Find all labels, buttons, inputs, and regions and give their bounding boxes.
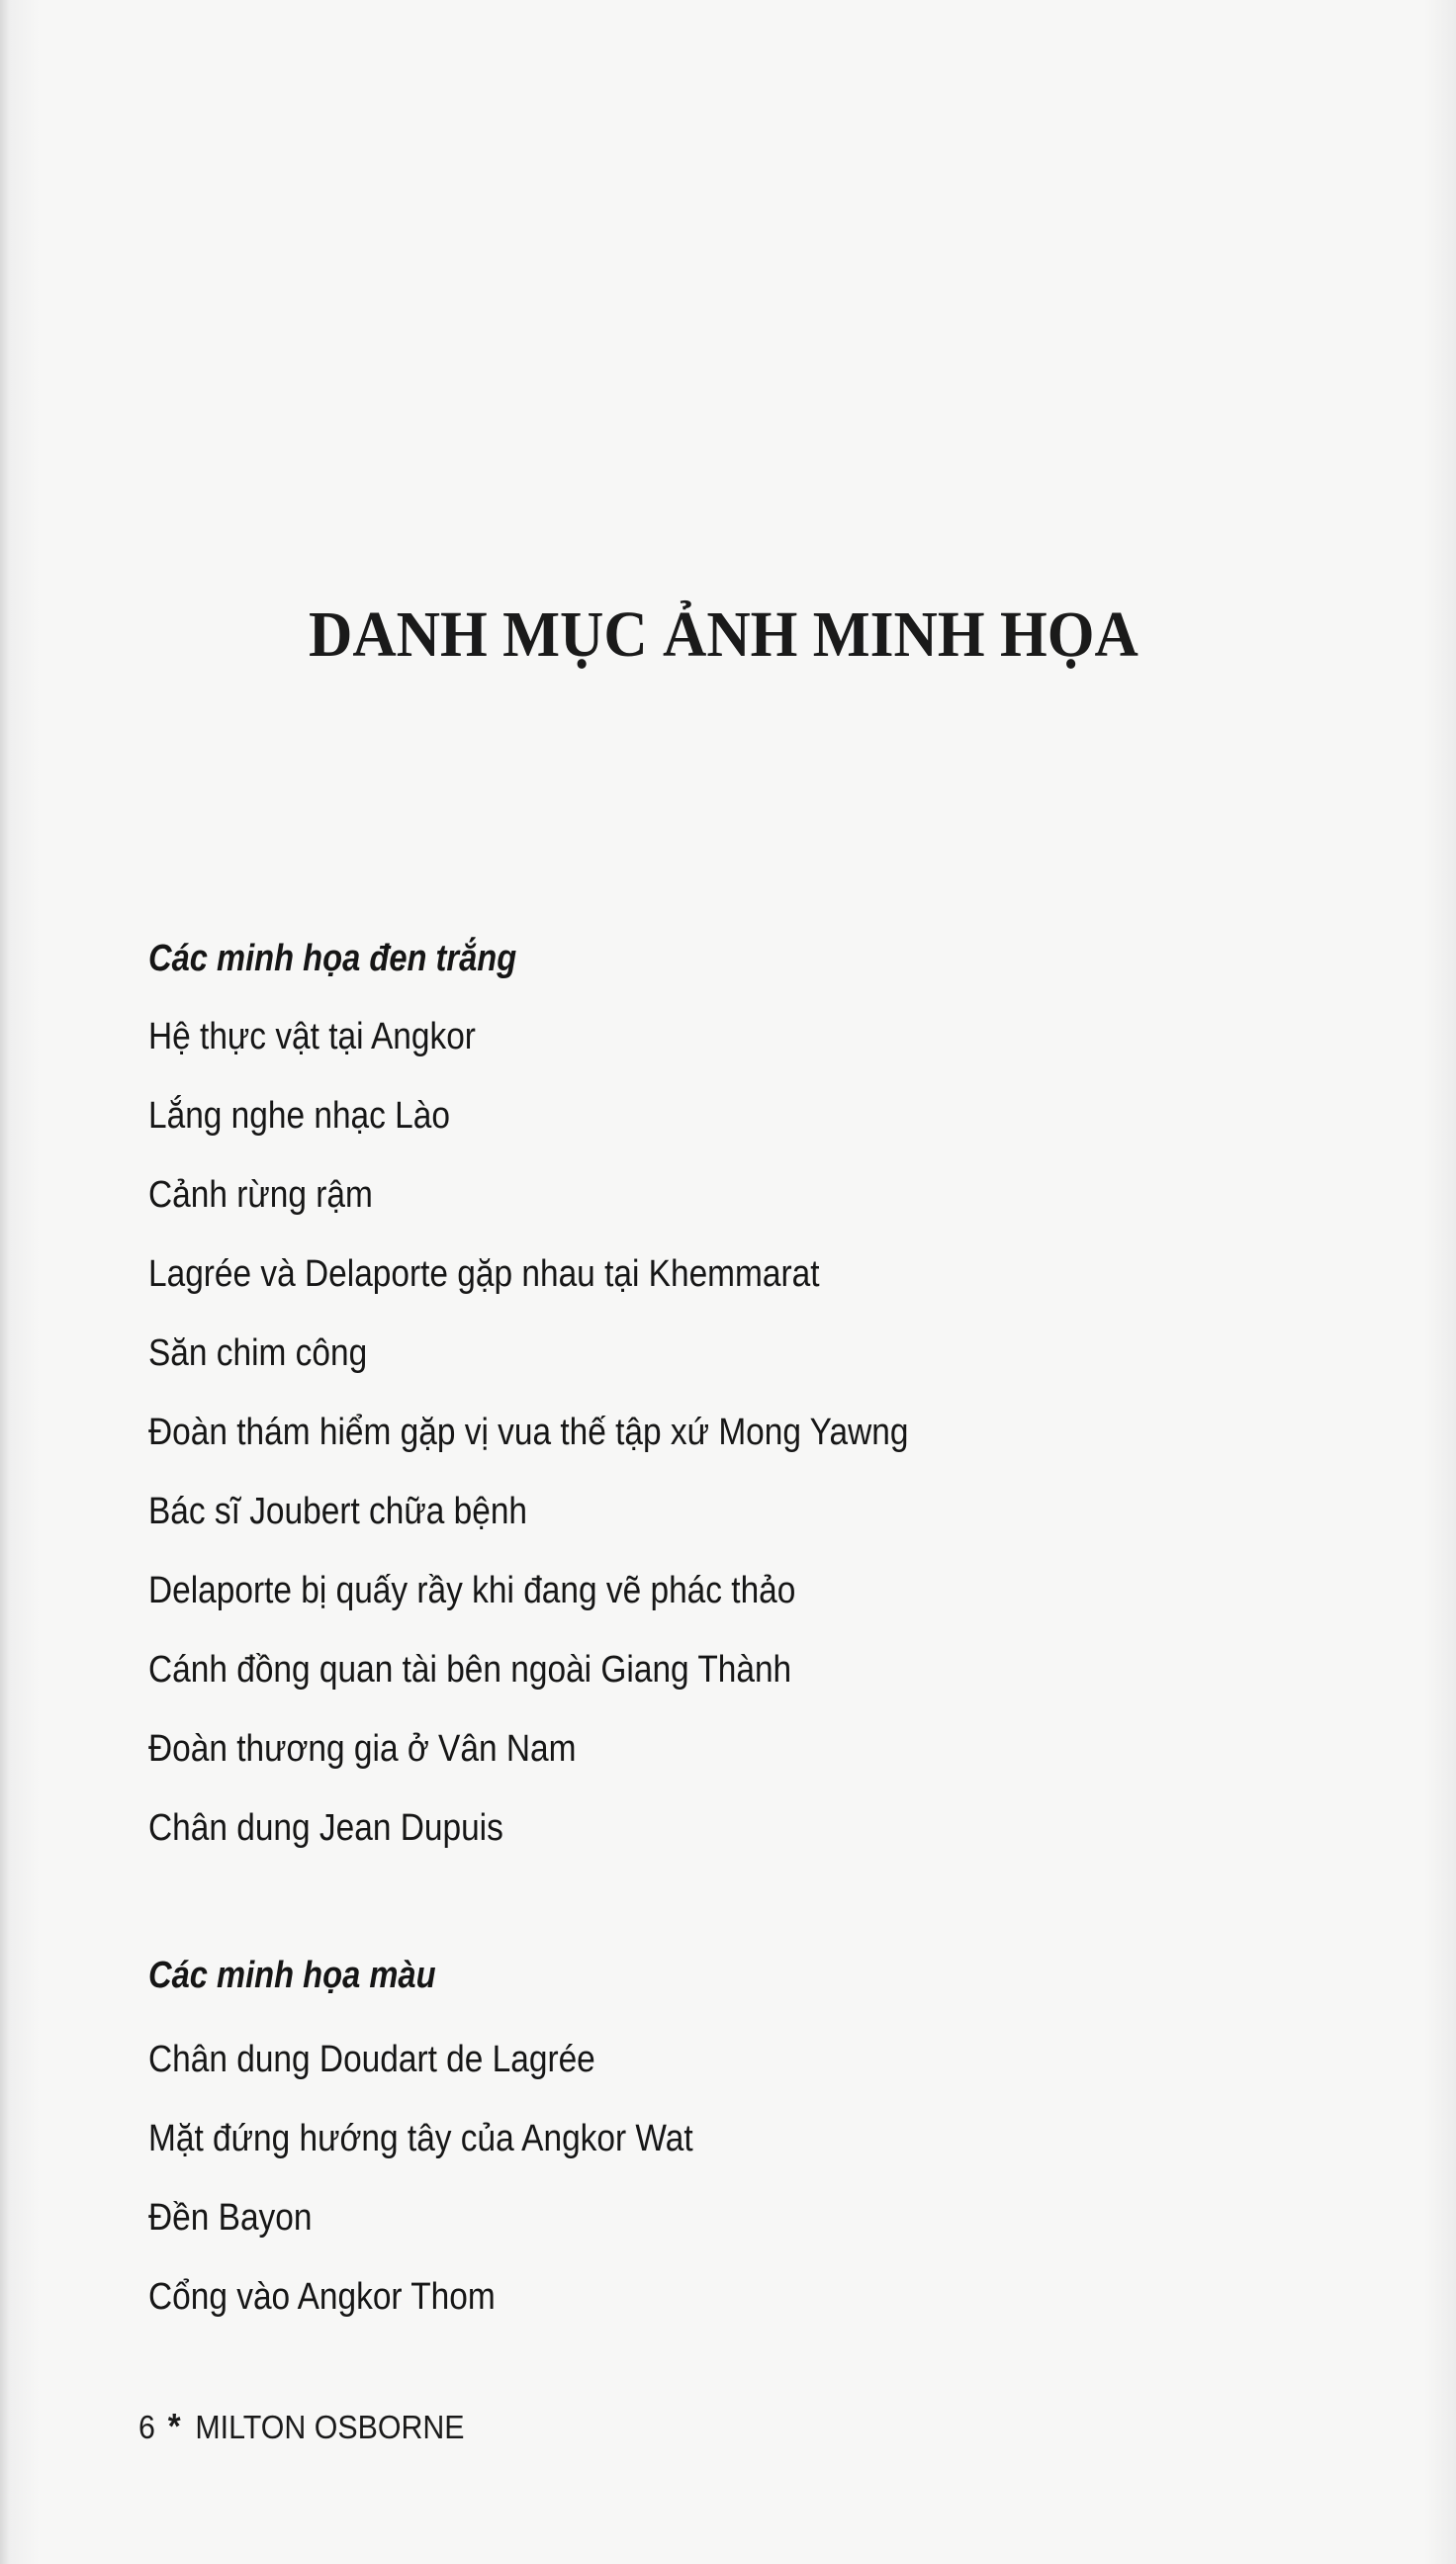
list-item: Lắng nghe nhạc Lào [148, 1095, 450, 1137]
list-item: Chân dung Jean Dupuis [148, 1807, 503, 1849]
list-item: Mặt đứng hướng tây của Angkor Wat [148, 2118, 693, 2159]
list-item: Delaporte bị quấy rầy khi đang vẽ phác thảo [148, 1570, 796, 1611]
list-item: Săn chim công [148, 1332, 368, 1374]
list-item: Đoàn thám hiểm gặp vị vua thế tập xứ Mong Yawng [148, 1412, 909, 1453]
list-item: Đoàn thương gia ở Vân Nam [148, 1728, 577, 1770]
list-item: Chân dung Doudart de Lagrée [148, 2039, 595, 2080]
section-heading-color: Các minh họa màu [148, 1955, 436, 1996]
list-item: Hệ thực vật tại Angkor [148, 1016, 476, 1057]
section-heading-black-white: Các minh họa đen trắng [148, 938, 517, 979]
black-white-illustration-list [148, 1013, 1012, 1883]
list-item: Cổng vào Angkor Thom [148, 2276, 496, 2318]
author-name: MILTON OSBORNE [195, 2409, 465, 2445]
list-item: Bác sĩ Joubert chữa bệnh [148, 1491, 528, 1532]
page-footer [138, 2406, 465, 2447]
list-item: Lagrée và Delaporte gặp nhau tại Khemmarat [148, 1253, 820, 1295]
list-item: Cảnh rừng rậm [148, 1174, 373, 1216]
list-item: Đền Bayon [148, 2197, 313, 2239]
page-number: 6 [138, 2409, 155, 2445]
page-title: DANH MỤC ẢNH MINH HỌA [309, 598, 1138, 672]
asterisk-separator-icon: * [167, 2406, 181, 2446]
color-illustration-list [148, 2036, 768, 2352]
list-item: Cánh đồng quan tài bên ngoài Giang Thành [148, 1649, 792, 1691]
